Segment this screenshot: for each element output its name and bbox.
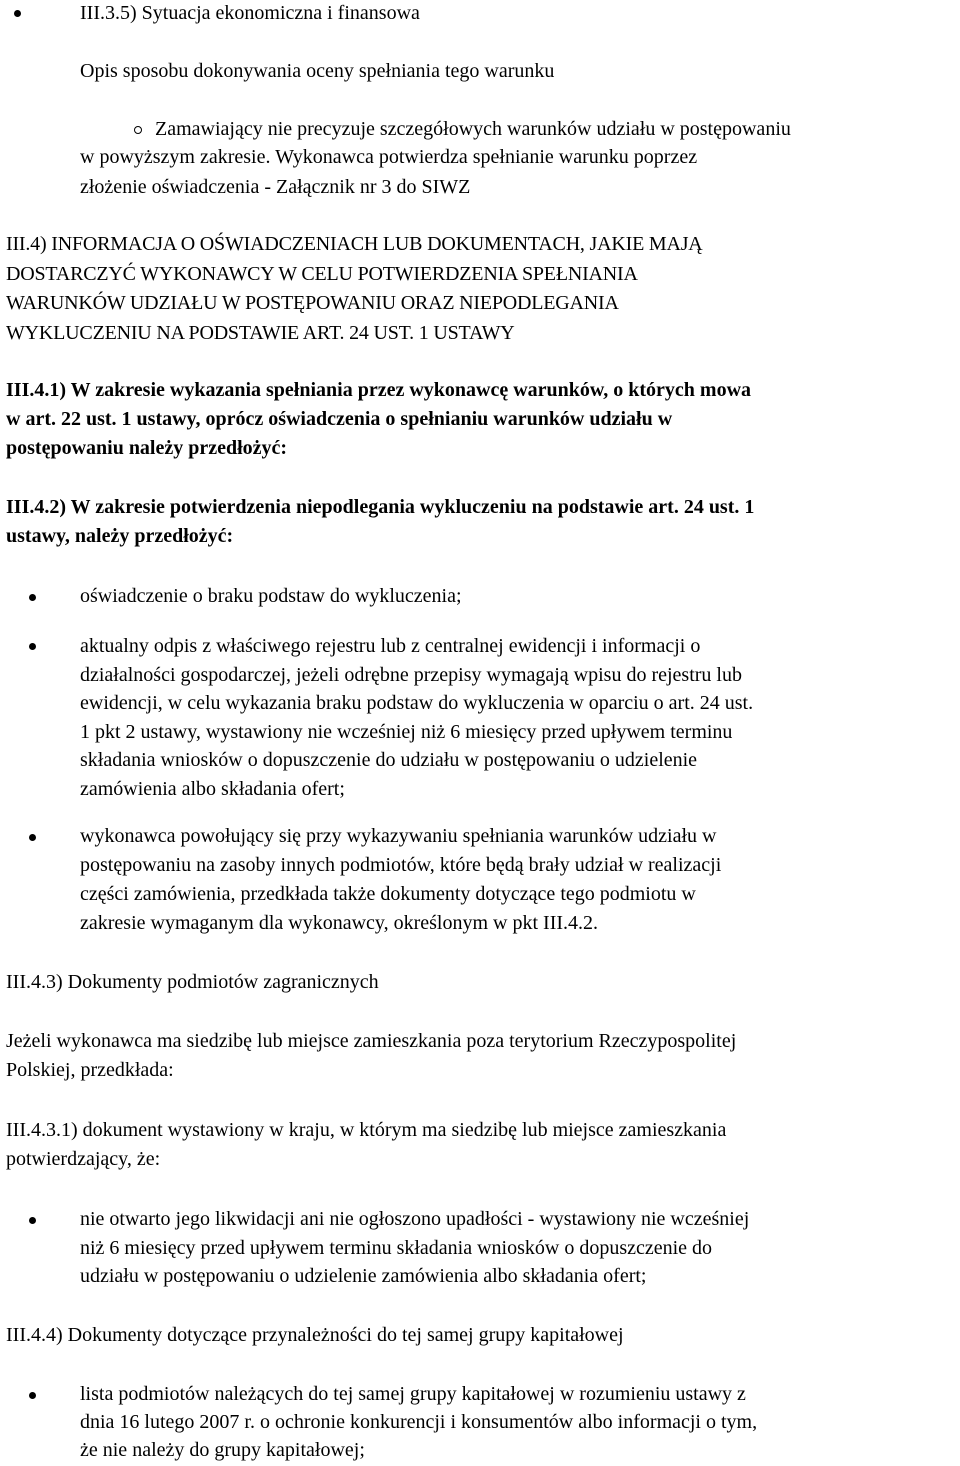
section-heading-iii4 — [6, 230, 928, 348]
heading-line: III.4) INFORMACJA O OŚWIADCZENIACH LUB DOKUMENTACH, JAKIE MAJĄ — [6, 233, 703, 255]
list-line: części zamówienia, przedkłada także dokumenty dotyczące tego podmiotu w — [80, 883, 696, 905]
para-line: potwierdzający, że: — [6, 1148, 161, 1170]
para-line: III.4.1) W zakresie wykazania spełniania przez wykonawcę warunków, o których mowa — [6, 379, 752, 401]
para-line: ustawy, należy przedłożyć: — [6, 525, 234, 547]
list-line: postępowaniu na zasoby innych podmiotów, które będą brały udział w realizacji — [80, 854, 722, 876]
heading-line: WYKLUCZENIU NA PODSTAWIE ART. 24 UST. 1 USTAWY — [6, 321, 515, 344]
para-line: w art. 22 ust. 1 ustawy, oprócz oświadczenia o spełnianiu warunków udziału w — [6, 408, 673, 430]
bullet-dot — [29, 643, 36, 650]
bullet-dot — [29, 1217, 36, 1224]
paragraph-iii431 — [6, 1116, 928, 1174]
paragraph-iii43: III.4.3) Dokumenty podmiotów zagranicznych — [6, 971, 379, 993]
section-heading-iii35: III.3.5) Sytuacja ekonomiczna i finansowa — [80, 2, 420, 24]
para-line: Jeżeli wykonawca ma siedzibę lub miejsce zamieszkania poza terytorium Rzeczypospolitej — [6, 1030, 737, 1052]
list-line: działalności gospodarczej, jeżeli odrębne przepisy wymagają wpisu do rejestru lub — [80, 663, 742, 686]
list-line: udziału w postępowaniu o udzielenie zamówienia albo składania ofert; — [80, 1265, 647, 1287]
list-line: aktualny odpis z właściwego rejestru lub z centralnej ewidencji i informacji o — [80, 635, 701, 657]
item-line: złożenie oświadczenia - Załącznik nr 3 do SIWZ — [80, 176, 471, 198]
item-line: w powyższym zakresie. Wykonawca potwierdza spełnianie warunku poprzez — [80, 146, 698, 168]
list-item — [80, 1380, 928, 1464]
list-line: zakresie wymaganym dla wykonawcy, określonym w pkt III.4.2. — [80, 912, 599, 934]
list-line: wykonawca powołujący się przy wykazywaniu spełniania warunków udziału w — [80, 825, 717, 847]
paragraph-foreign — [6, 1027, 928, 1085]
section-subheading: Opis sposobu dokonywania oceny spełniania tego warunku — [80, 60, 555, 82]
list-line: że nie należy do grupy kapitałowej; — [80, 1439, 365, 1461]
heading-line: DOSTARCZYĆ WYKONAWCY W CELU POTWIERDZENIA SPEŁNIANIA — [6, 262, 638, 285]
list-item — [80, 1205, 928, 1291]
list-line: nie otwarto jego likwidacji ani nie ogłoszono upadłości - wystawiony nie wcześniej — [80, 1208, 750, 1230]
para-line: postępowaniu należy przedłożyć: — [6, 437, 288, 459]
list-line: składania wniosków o dopuszczenie do udziału w postępowaniu o udzielenie — [80, 749, 698, 771]
bullet-dot — [29, 1392, 36, 1399]
list-line: ewidencji, w celu wykazania braku podstaw do wykluczenia w oparciu o art. 24 ust. — [80, 692, 754, 714]
list-line: 1 pkt 2 ustawy, wystawiony nie wcześniej niż 6 miesięcy przed upływem terminu — [80, 720, 733, 743]
list-line: oświadczenie o braku podstaw do wykluczenia; — [80, 585, 462, 607]
list-item — [80, 822, 928, 938]
item-line: Zamawiający nie precyzuje szczegółowych warunków udziału w postępowaniu — [155, 118, 791, 140]
para-line: Polskiej, przedkłada: — [6, 1059, 174, 1081]
requirement-item — [80, 115, 925, 201]
bullet-dot — [14, 10, 21, 17]
list-item — [80, 632, 928, 803]
bullet-dot — [29, 594, 36, 601]
paragraph-iii42 — [6, 493, 928, 551]
list-line: dnia 16 lutego 2007 r. o ochronie konkurencji i konsumentów albo informacji o tym, — [80, 1411, 758, 1433]
para-line: III.4.3.1) dokument wystawiony w kraju, w którym ma siedzibę lub miejsce zamieszkania — [6, 1119, 727, 1141]
heading-line: WARUNKÓW UDZIAŁU W POSTĘPOWANIU ORAZ NIEPODLEGANIA — [6, 292, 619, 314]
paragraph-iii41 — [6, 376, 928, 463]
para-line: III.4.2) W zakresie potwierdzenia niepodlegania wykluczeniu na podstawie art. 24 ust. 1 — [6, 496, 755, 518]
bullet-ring — [134, 126, 142, 134]
list-line: niż 6 miesięcy przed upływem terminu składania wniosków o dopuszczenie do — [80, 1236, 713, 1259]
list-item — [80, 582, 928, 610]
list-line: zamówienia albo składania ofert; — [80, 777, 345, 800]
bullet-dot — [29, 834, 36, 841]
paragraph-iii44: III.4.4) Dokumenty dotyczące przynależności do tej samej grupy kapitałowej — [6, 1324, 624, 1346]
list-line: lista podmiotów należących do tej samej grupy kapitałowej w rozumieniu ustawy z — [80, 1383, 746, 1405]
